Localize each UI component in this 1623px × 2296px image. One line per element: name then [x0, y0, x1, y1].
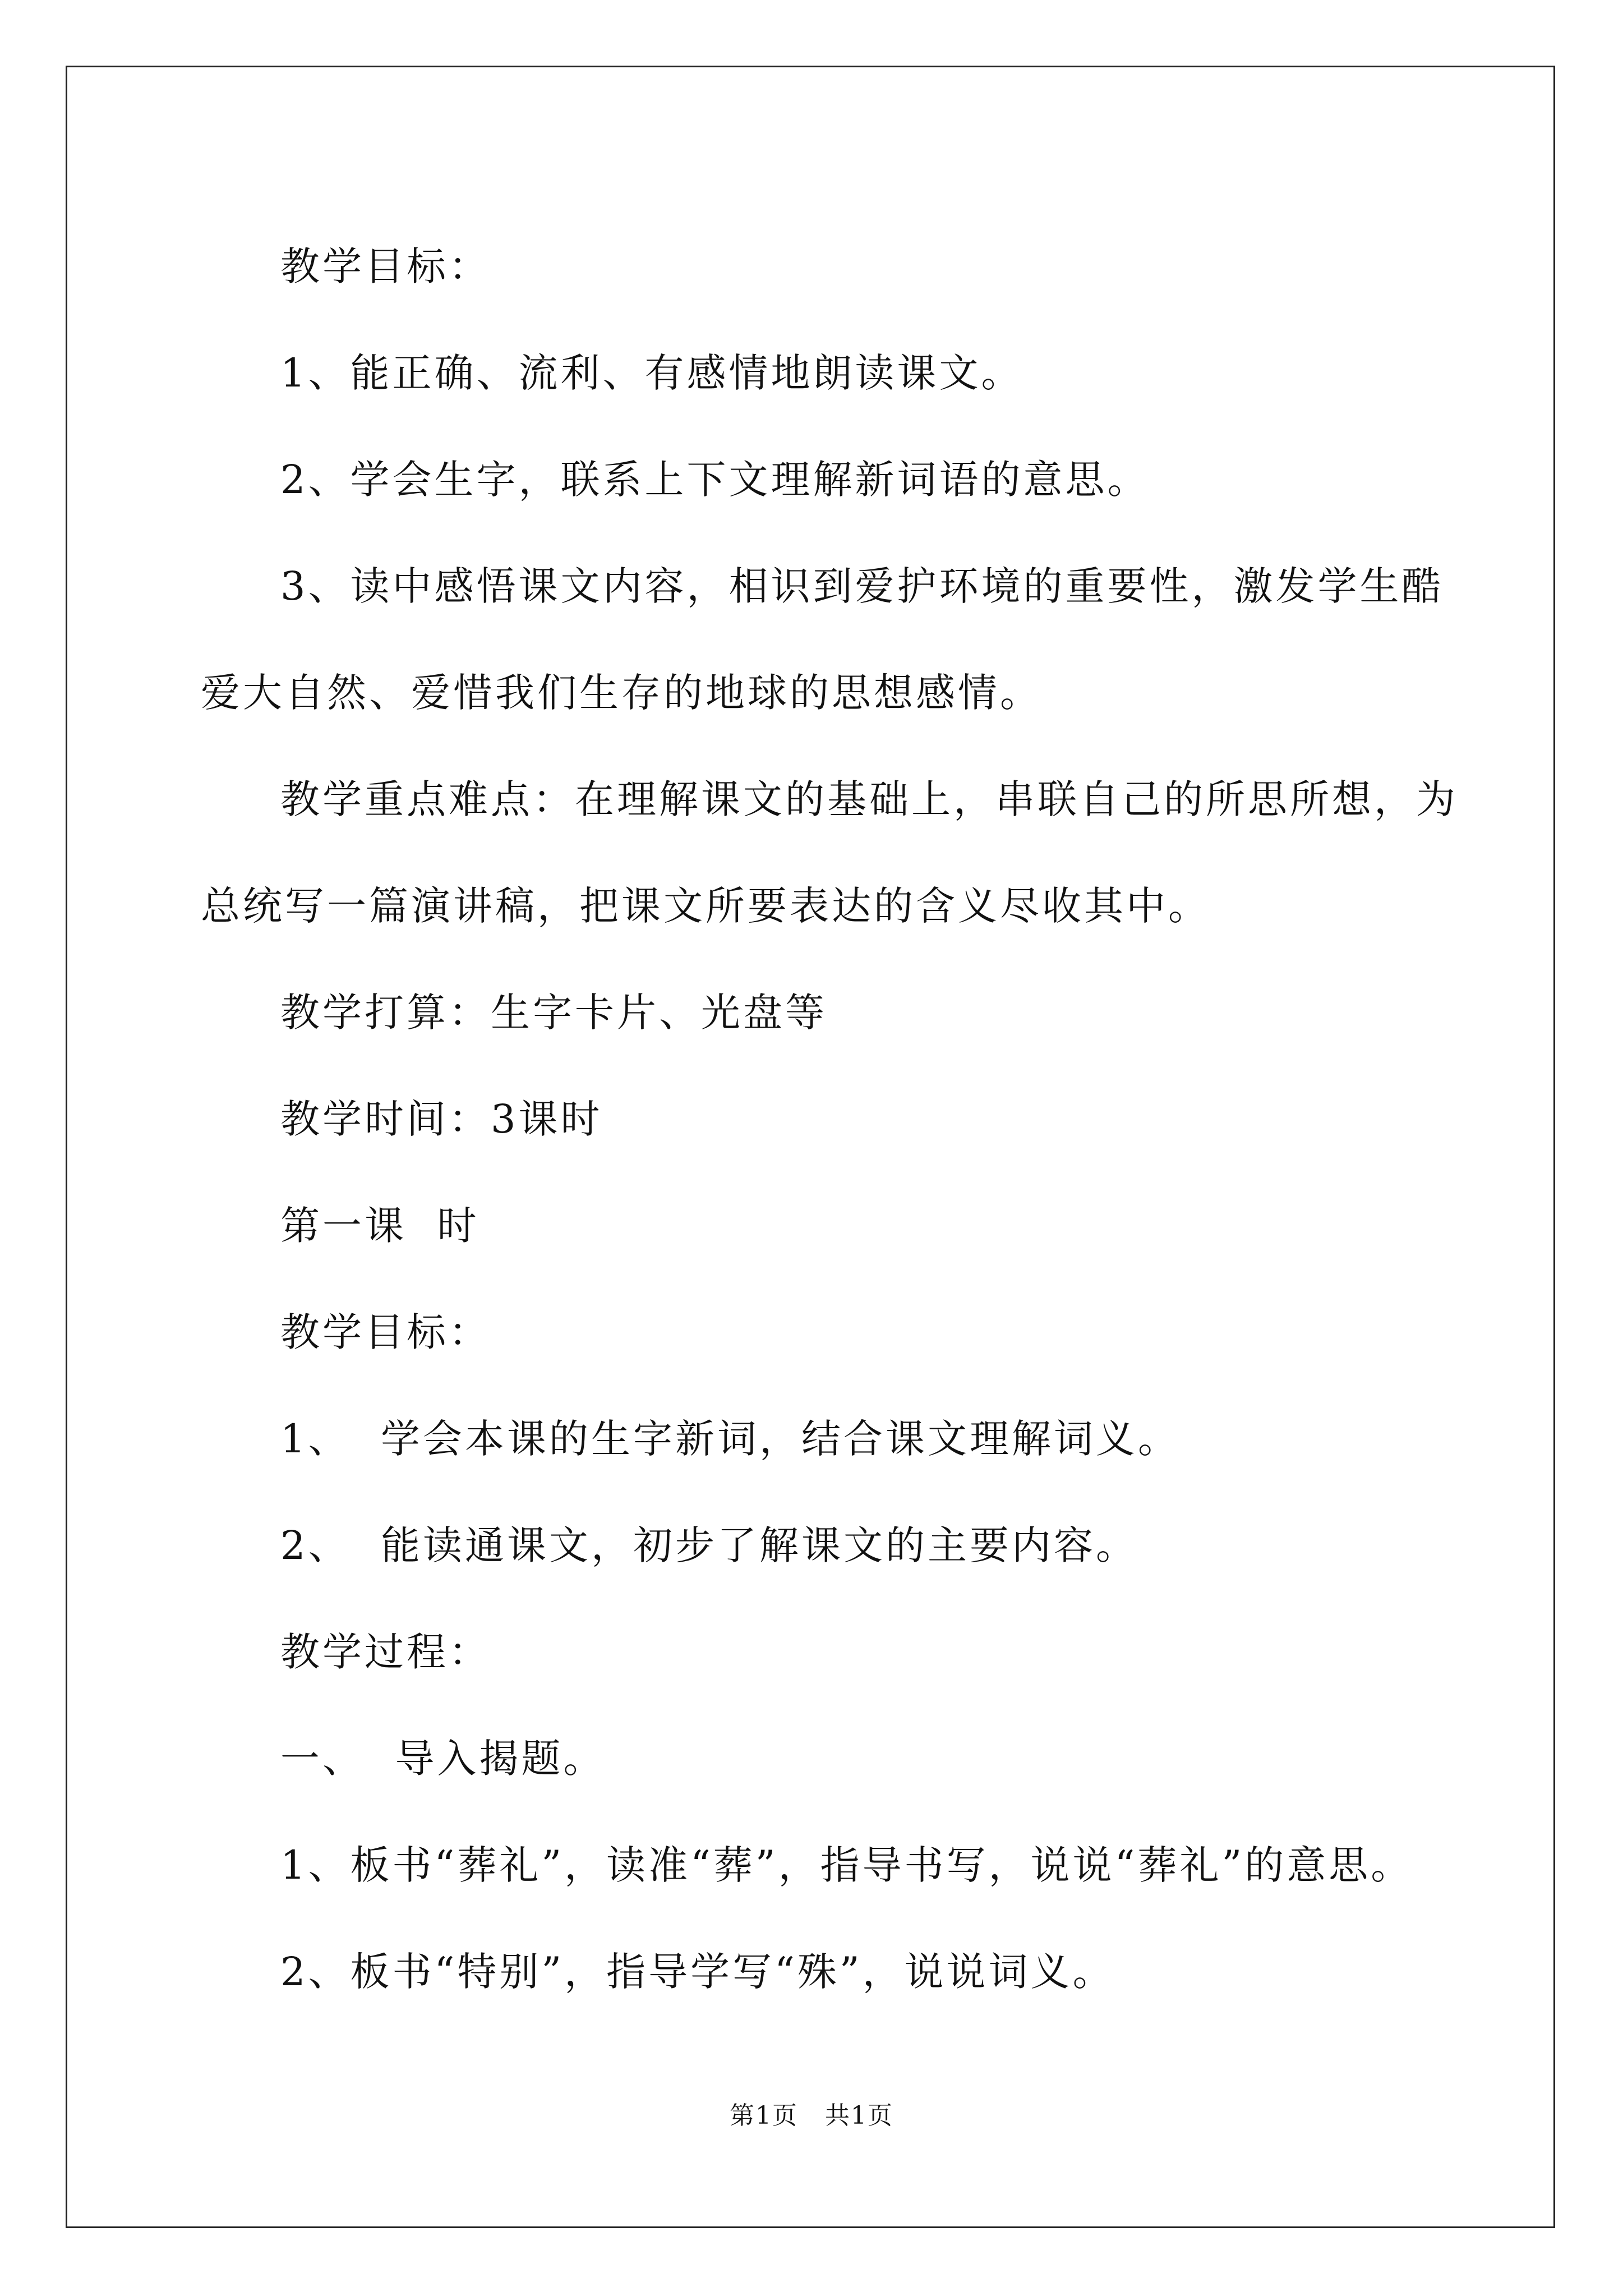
process-step-1: 一、 导入揭题。 [280, 1736, 606, 1782]
lesson-objective-item-1: 1、 学会本课的生字新词，结合课文理解词义。 [280, 1416, 1181, 1462]
process-substep-2: 2、板书“特别”，指导学写“殊”，说说词义。 [280, 1949, 1115, 1995]
teaching-time: 教学时间：3课时 [280, 1096, 603, 1142]
lesson-objectives-heading: 教学目标： [280, 1309, 491, 1355]
page-footer: 第1页 共1页 [730, 2101, 893, 2130]
lesson-heading: 第一课 时 [280, 1203, 479, 1249]
key-difficulties: 教学重点难点：在理解课文的基础上，串联自己的所思所想，为总统写一篇演讲稿，把课文所要表达的含义尽收其中。 [201, 776, 1458, 929]
preparation: 教学打算：生字卡片、光盘等 [280, 990, 827, 1036]
process-heading: 教学过程： [280, 1629, 491, 1675]
document-body [201, 213, 1468, 2025]
objective-item-3: 3、读中感悟课文内容，相识到爱护环境的重要性，激发学生酷爱大自然、爱惜我们生存的地球的思想感情。 [201, 563, 1444, 716]
lesson-objective-item-2: 2、 能读通课文，初步了解课文的主要内容。 [280, 1522, 1138, 1568]
objective-item-1: 1、能正确、流利、有感情地朗读课文。 [280, 350, 1023, 396]
process-substep-1: 1、板书“葬礼”，读准“葬”，指导书写，说说“葬礼”的意思。 [280, 1842, 1413, 1888]
objective-item-2: 2、学会生字，联系上下文理解新词语的意思。 [280, 457, 1150, 503]
section-heading-objectives: 教学目标： [280, 243, 491, 289]
